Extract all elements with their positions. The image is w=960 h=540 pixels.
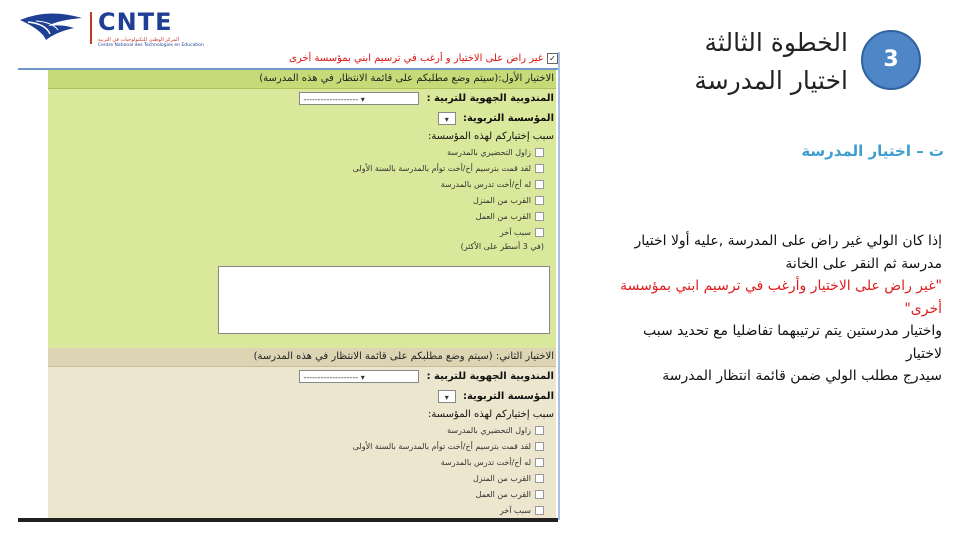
regional-row (48, 367, 556, 387)
institution-row (48, 109, 556, 129)
reason-item[interactable] (48, 503, 556, 519)
regional-select[interactable]: ------------------- ▾ (299, 92, 419, 105)
logo-divider (90, 12, 92, 44)
step-number-badge: 3 (861, 30, 921, 90)
logo-subtitle-ar: المركز الوطني للتكنولوجيات في التربية (98, 37, 180, 43)
reason-label: القرب من المنزل (472, 474, 531, 483)
section-subtitle: ت – اختيار المدرسة (801, 142, 944, 160)
cnte-logo (18, 6, 318, 50)
second-choice-section (48, 348, 556, 520)
reason-item[interactable] (48, 177, 556, 193)
logo-subtitle-fr: Centre National des Technologies en Education (98, 43, 204, 48)
reason-item[interactable] (48, 487, 556, 503)
reason-item[interactable] (48, 209, 556, 225)
reason-label: لقد قمت بترسيم أخ/أخت توأم بالمدرسة بالسنة الأولى (352, 442, 531, 451)
reasons-list (48, 145, 556, 241)
reason-checkbox[interactable] (535, 474, 544, 483)
reason-item[interactable] (48, 161, 556, 177)
regional-label: المندوبية الجهوية للتربية : (426, 93, 554, 104)
not-satisfied-checkbox[interactable]: ✓ (547, 53, 558, 64)
instructions-para3: سيدرج مطلب الولي ضمن قائمة انتظار المدرسة (662, 368, 942, 384)
regional-select[interactable]: ------------------- ▾ (299, 370, 419, 383)
institution-select[interactable]: ▾ (438, 112, 456, 125)
reason-checkbox[interactable] (535, 196, 544, 205)
instructions (612, 230, 942, 388)
first-choice-section (48, 70, 556, 348)
institution-select[interactable]: ▾ (438, 390, 456, 403)
reason-item[interactable] (48, 145, 556, 161)
reason-checkbox[interactable] (535, 228, 544, 237)
form-bottom-border (18, 518, 558, 522)
not-satisfied-label: غير راض على الاختيار و أرغب في ترسيم ابني بمؤسسة أخرى (289, 53, 543, 64)
reason-checkbox[interactable] (535, 164, 544, 173)
reason-item[interactable] (48, 225, 556, 241)
max-lines-note: (في 3 أسطر على الأكثر) (460, 242, 544, 251)
institution-label: المؤسسة التربوية: (462, 391, 554, 402)
instructions-highlight: "غير راض على الاختيار وأرغب في ترسيم ابني بمؤسسة أخرى" (620, 278, 942, 317)
reason-checkbox[interactable] (535, 426, 544, 435)
regional-label: المندوبية الجهوية للتربية : (426, 371, 554, 382)
regional-row (48, 89, 556, 109)
not-satisfied-row[interactable] (18, 52, 558, 66)
reason-item[interactable] (48, 423, 556, 439)
reason-checkbox[interactable] (535, 180, 544, 189)
reason-label: سبب إختياركم لهذه المؤسسة: (428, 131, 554, 142)
logo-text: CNTE (98, 8, 173, 36)
institution-row (48, 387, 556, 407)
reason-label: القرب من المنزل (472, 196, 531, 205)
reason-item[interactable] (48, 439, 556, 455)
reason-checkbox[interactable] (535, 442, 544, 451)
reason-label: له أخ/أخت تدرس بالمدرسة (440, 180, 531, 189)
institution-label: المؤسسة التربوية: (462, 113, 554, 124)
other-reason-textarea[interactable] (218, 266, 550, 334)
reason-item[interactable] (48, 471, 556, 487)
reason-label: القرب من العمل (475, 490, 531, 499)
reason-checkbox[interactable] (535, 212, 544, 221)
reason-checkbox[interactable] (535, 458, 544, 467)
instructions-para1: إذا كان الولي غير راض على المدرسة ,عليه أولا اختيار مدرسة ثم النقر على الخانة (634, 233, 942, 272)
reason-checkbox[interactable] (535, 148, 544, 157)
reason-label: سبب آخر (499, 506, 531, 515)
step-title-line2: اختيار المدرسة (694, 66, 848, 95)
bird-logo-icon (18, 10, 84, 44)
reason-label: سبب إختياركم لهذه المؤسسة: (428, 409, 554, 420)
reason-item[interactable] (48, 455, 556, 471)
reason-label: القرب من العمل (475, 212, 531, 221)
first-choice-header: الاختيار الأول:(سيتم وضع مطلبكم على قائمة الانتظار في هذه المدرسة) (48, 70, 556, 89)
step-title (694, 24, 848, 100)
reason-item[interactable] (48, 193, 556, 209)
reason-label: له أخ/أخت تدرس بالمدرسة (440, 458, 531, 467)
reason-label: زاول التحضيري بالمدرسة (447, 426, 531, 435)
reason-label: سبب آخر (499, 228, 531, 237)
second-choice-header: الاختيار الثاني: (سيتم وضع مطلبكم على قائمة الانتظار في هذه المدرسة) (48, 348, 556, 367)
reason-label: لقد قمت بترسيم أخ/أخت توأم بالمدرسة بالسنة الأولى (352, 164, 531, 173)
reasons-list (48, 423, 556, 519)
instructions-para2: واختيار مدرستين يتم ترتيبهما تفاضليا مع تحديد سبب لاختيار (642, 323, 942, 362)
reason-checkbox[interactable] (535, 490, 544, 499)
reason-checkbox[interactable] (535, 506, 544, 515)
reason-label: زاول التحضيري بالمدرسة (447, 148, 531, 157)
step-title-line1: الخطوة الثالثة (704, 28, 848, 57)
school-choice-form (18, 52, 560, 520)
